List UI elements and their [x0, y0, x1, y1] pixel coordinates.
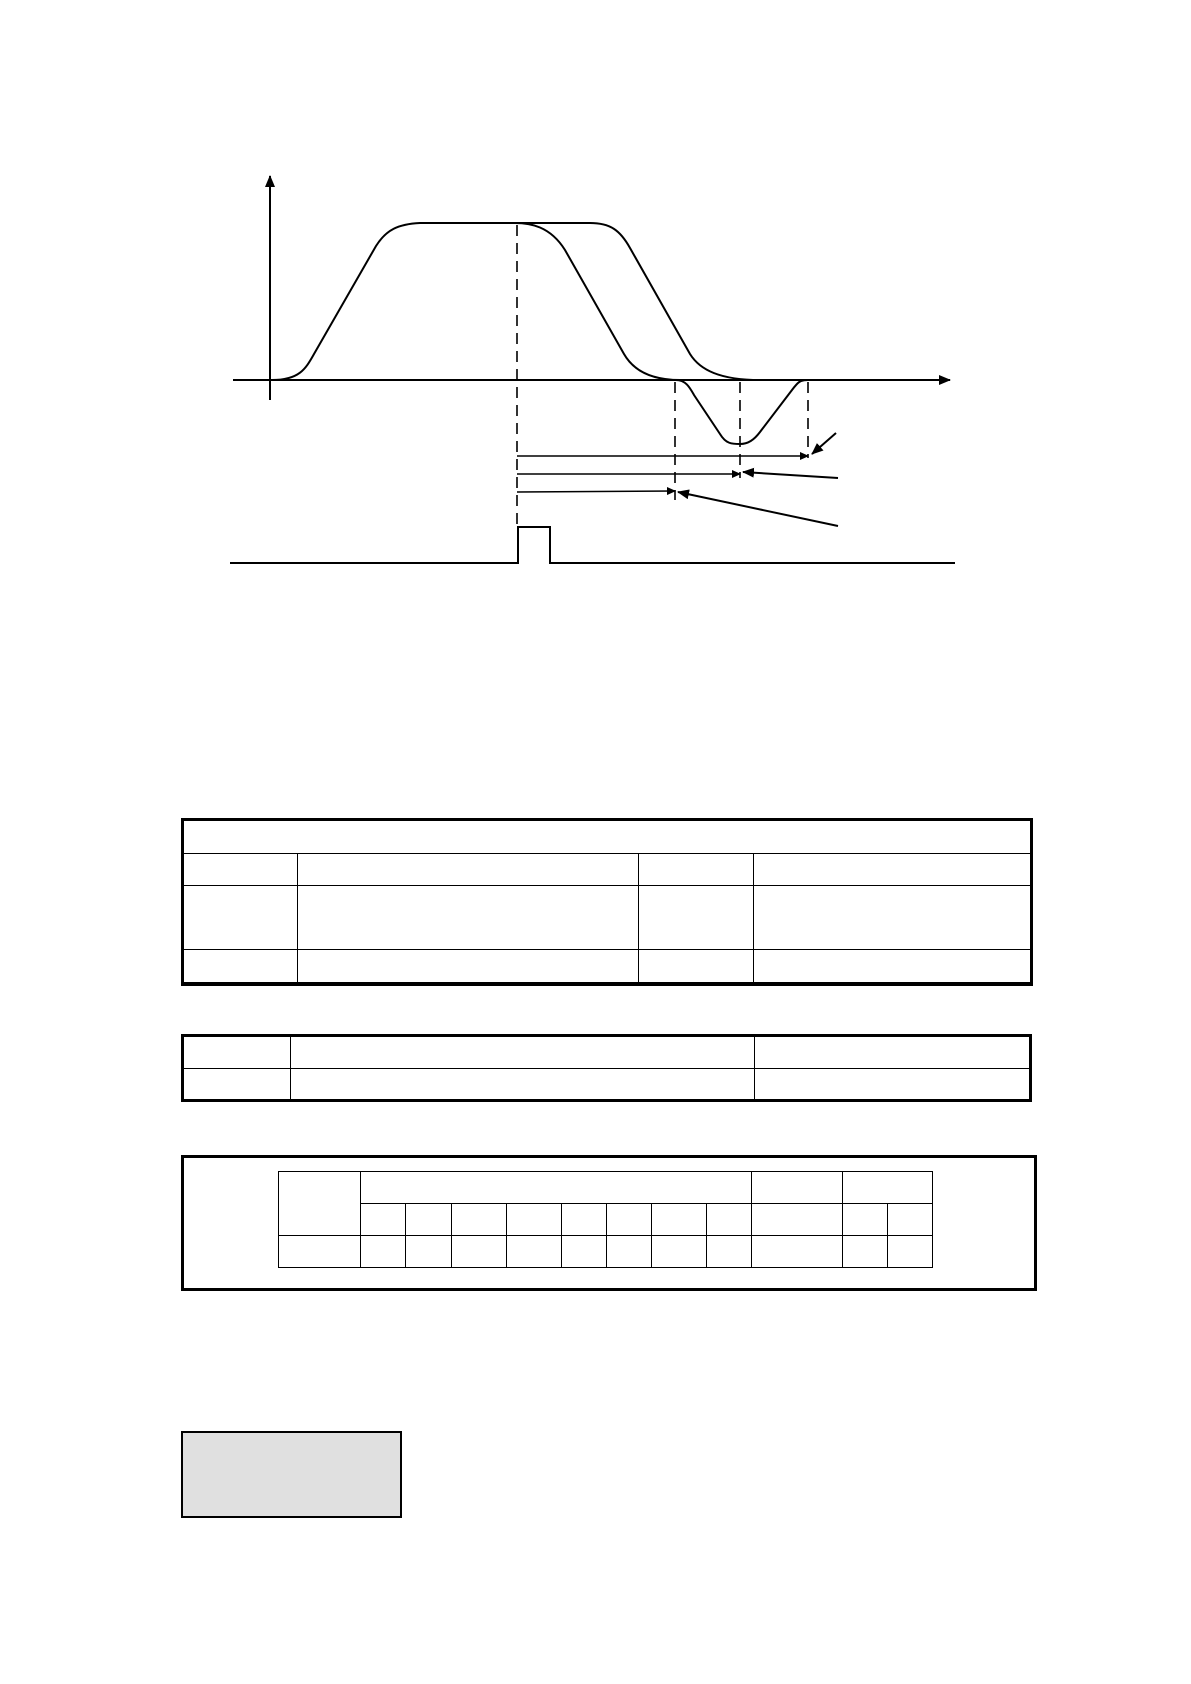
- table-3-value-label: [279, 1236, 361, 1268]
- table-3-value: [361, 1236, 406, 1268]
- table-1-cell: [184, 886, 298, 950]
- table-1-cell: [754, 950, 1032, 983]
- table-3-sub-header: [842, 1204, 887, 1236]
- table-1-cell: [184, 950, 298, 983]
- table-3-value: [752, 1236, 842, 1268]
- table-1-cell: [298, 886, 639, 950]
- table-3-sub-header: [451, 1204, 506, 1236]
- table-3-value: [506, 1236, 561, 1268]
- table-1-cell: [298, 950, 639, 983]
- table-3-value: [451, 1236, 506, 1268]
- velocity-curve-late: [515, 223, 760, 380]
- table-3-sub-header: [506, 1204, 561, 1236]
- table-3-sub-header: [752, 1204, 842, 1236]
- table-1-cell: [639, 854, 754, 886]
- leader-arrow-3: [812, 433, 836, 454]
- table-2-cell: [291, 1037, 755, 1069]
- table-3-sub-header: [406, 1204, 451, 1236]
- table-3-sub-header: [361, 1204, 406, 1236]
- table-2-cell: [184, 1037, 291, 1069]
- interval-arrow-1: [517, 491, 675, 492]
- table-3-row-header: [279, 1172, 361, 1236]
- table-2-cell: [755, 1037, 1031, 1069]
- table-3-sub-header: [606, 1204, 651, 1236]
- trigger-pulse: [230, 527, 955, 563]
- table-1-cell: [754, 886, 1032, 950]
- table-3-group-header: [842, 1172, 932, 1204]
- undershoot-curve: [676, 380, 808, 444]
- table-3: [278, 1171, 933, 1268]
- leader-arrow-2: [743, 472, 838, 478]
- table-2: [183, 1036, 1031, 1101]
- table-3-sub-header: [707, 1204, 752, 1236]
- table-3-sub-header: [561, 1204, 606, 1236]
- table-3-value: [842, 1236, 887, 1268]
- velocity-curve-early: [272, 223, 680, 380]
- leader-arrow-1: [678, 492, 838, 526]
- table-3-value: [606, 1236, 651, 1268]
- note-box: [181, 1431, 402, 1518]
- table-1-cell: [298, 854, 639, 886]
- table-2-cell: [755, 1069, 1031, 1101]
- table-3-group-header: [361, 1172, 752, 1204]
- table-1-cell: [184, 854, 298, 886]
- table-3-sub-header: [887, 1204, 932, 1236]
- table-1-title: [184, 821, 1032, 854]
- table-2-cell: [184, 1069, 291, 1101]
- table-3-group-header: [752, 1172, 842, 1204]
- table-3-value: [652, 1236, 707, 1268]
- table-3-value: [887, 1236, 932, 1268]
- table-3-value: [707, 1236, 752, 1268]
- table-3-value: [406, 1236, 451, 1268]
- table-3-sub-header: [652, 1204, 707, 1236]
- table-2-cell: [291, 1069, 755, 1101]
- table-3-value: [561, 1236, 606, 1268]
- table-1-cell: [639, 950, 754, 983]
- table-1: [183, 820, 1032, 983]
- table-1-cell: [754, 854, 1032, 886]
- timing-diagram: [0, 0, 1191, 600]
- table-1-cell: [639, 886, 754, 950]
